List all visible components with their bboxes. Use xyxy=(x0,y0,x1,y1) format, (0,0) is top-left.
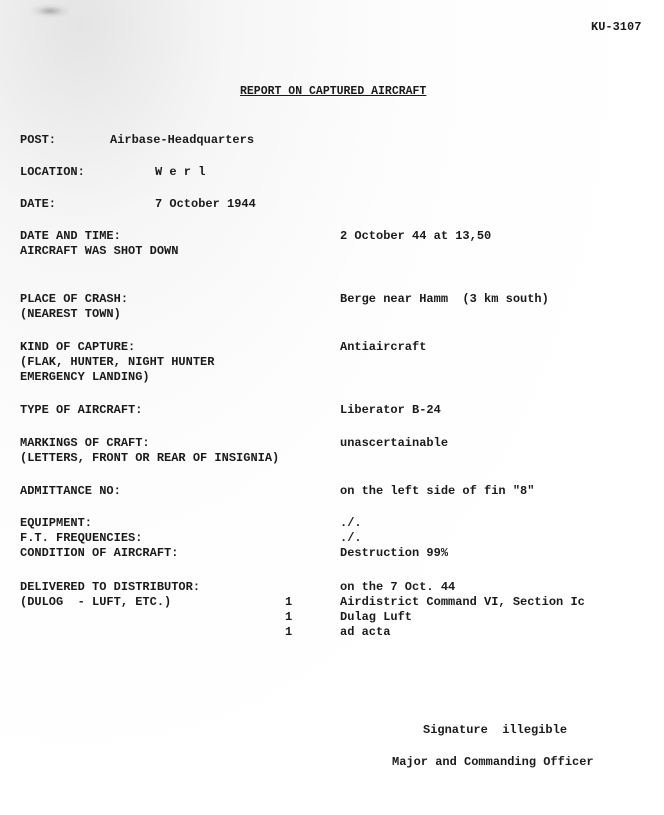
markings-sublabel: (LETTERS, FRONT OR REAR OF INSIGNIA) xyxy=(20,451,280,465)
admittance-value: on the left side of fin "8" xyxy=(340,484,535,498)
signatory-title: Major and Commanding Officer xyxy=(392,755,594,769)
kind-of-capture-sublabel-1: (FLAK, HUNTER, NIGHT HUNTER xyxy=(20,355,215,369)
post-value: Airbase-Headquarters xyxy=(110,133,255,147)
report-title: REPORT ON CAPTURED AIRCRAFT xyxy=(240,85,427,98)
recipient-count: 1 xyxy=(285,610,293,624)
equipment-value: ./. xyxy=(340,516,362,530)
type-of-aircraft-label: TYPE OF AIRCRAFT: xyxy=(20,403,143,417)
date-time-value: 2 October 44 at 13,50 xyxy=(340,229,492,243)
condition-value: Destruction 99% xyxy=(340,546,449,560)
markings-value: unascertainable xyxy=(340,436,449,450)
kind-of-capture-sublabel-2: EMERGENCY LANDING) xyxy=(20,370,150,384)
place-of-crash-sublabel: (NEAREST TOWN) xyxy=(20,307,121,321)
recipient-count: 1 xyxy=(285,595,293,609)
ft-frequencies-label: F.T. FREQUENCIES: xyxy=(20,531,143,545)
ft-frequencies-value: ./. xyxy=(340,531,362,545)
signature-line: Signature illegible xyxy=(423,723,568,737)
type-of-aircraft-value: Liberator B-24 xyxy=(340,403,441,417)
place-of-crash-value: Berge near Hamm (3 km south) xyxy=(340,292,549,306)
date-time-label: DATE AND TIME: xyxy=(20,229,121,243)
markings-label: MARKINGS OF CRAFT: xyxy=(20,436,150,450)
condition-label: CONDITION OF AIRCRAFT: xyxy=(20,546,179,560)
post-label: POST: xyxy=(20,133,57,147)
recipient-name: Dulag Luft xyxy=(340,610,413,624)
recipient-name: Airdistrict Command VI, Section Ic xyxy=(340,595,585,609)
ink-smudge xyxy=(30,4,70,18)
delivered-label: DELIVERED TO DISTRIBUTOR: xyxy=(20,580,201,594)
date-label: DATE: xyxy=(20,197,57,211)
kind-of-capture-label: KIND OF CAPTURE: xyxy=(20,340,136,354)
recipient-count: 1 xyxy=(285,625,293,639)
date-time-sublabel: AIRCRAFT WAS SHOT DOWN xyxy=(20,244,179,258)
date-value: 7 October 1944 xyxy=(155,197,256,211)
delivered-sublabel: (DULOG - LUFT, ETC.) xyxy=(20,595,172,609)
equipment-label: EQUIPMENT: xyxy=(20,516,93,530)
kind-of-capture-value: Antiaircraft xyxy=(340,340,427,354)
place-of-crash-label: PLACE OF CRASH: xyxy=(20,292,129,306)
location-label: LOCATION: xyxy=(20,165,85,179)
admittance-label: ADMITTANCE NO: xyxy=(20,484,121,498)
location-value: W e r l xyxy=(155,165,206,179)
recipient-name: ad acta xyxy=(340,625,391,639)
document-id: KU-3107 xyxy=(591,20,642,34)
delivered-date-value: on the 7 Oct. 44 xyxy=(340,580,456,594)
